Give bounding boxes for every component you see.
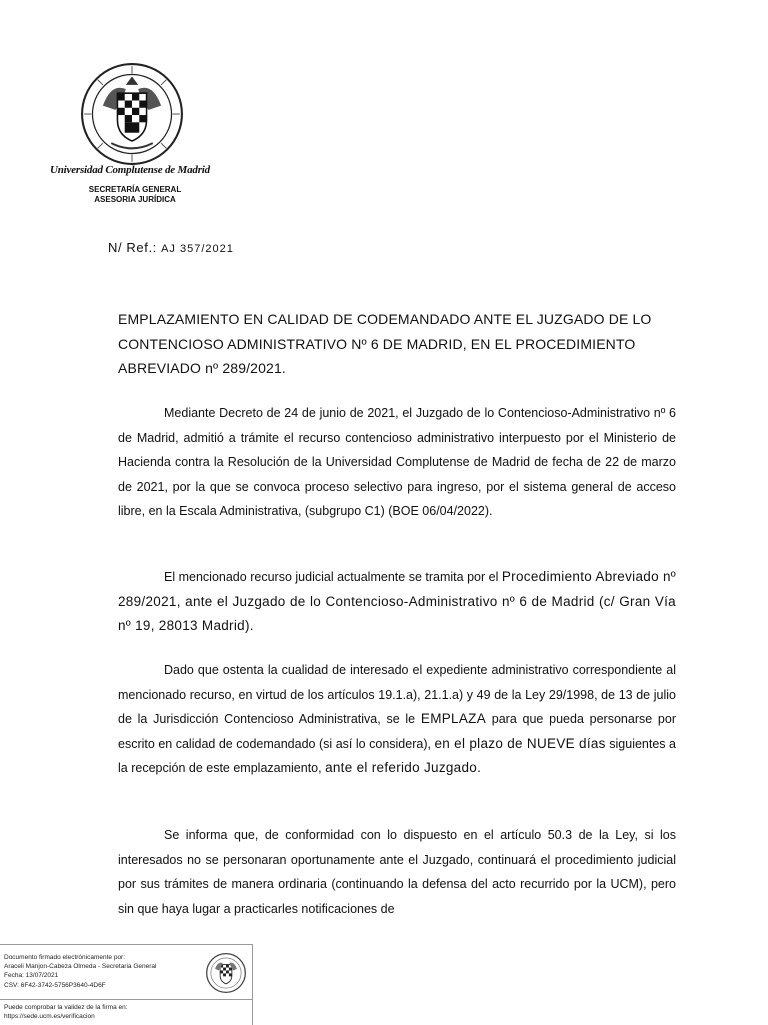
paragraph-1-text: Mediante Decreto de 24 de junio de 2021, el Juzgado de lo Contencioso-Administrativo nº 6 de Madrid, admitió a trámite el recurso contencioso administrativo interpuesto por el Ministerio de Hacienda contra la Resolución de la Universidad Complutense de Madrid de fecha de 22 de marzo de 2021, por la que se convoca proceso selectivo para ingreso, por el sistema general de acceso libre, en la Escala Administrativa, (subgrupo C1) (BOE 06/04/2022). — [118, 406, 676, 518]
verification-link[interactable]: https://sede.ucm.es/verificacion — [4, 1013, 95, 1021]
ucm-seal-icon — [80, 62, 184, 166]
signature-info — [4, 953, 200, 990]
paragraph-3-juzgado: ante el referido Juzgado. — [325, 760, 482, 775]
paragraph-2-text-a: El mencionado recurso judicial actualmente se tramita por el — [164, 570, 502, 584]
department-line-1: SECRETARÍA GENERAL — [88, 185, 182, 194]
signature-line-3: Fecha: 13/07/2021 — [4, 972, 59, 980]
department — [60, 185, 210, 205]
paragraph-2 — [118, 565, 676, 639]
paragraph-3-text-c: para que pueda personarse por escrito en calidad de codemandado (si así lo considera), — [118, 712, 676, 751]
paragraph-3 — [118, 658, 676, 781]
paragraph-3-text-e: siguientes a la recepción de este emplazamiento, — [118, 736, 677, 775]
electronic-signature-stamp — [0, 944, 253, 1025]
document-subject: EMPLAZAMIENTO EN CALIDAD DE CODEMANDADO ANTE EL JUZGADO DE LO CONTENCIOSO ADMINISTRATIVO Nº 6 DE MADRID, EN EL PROCEDIMIENTO ABREVIADO nº 289/2021. — [118, 311, 652, 376]
signature-line-2: Araceli Manjon-Cabeza Olmeda - Secretaria General — [4, 963, 157, 971]
paragraph-4-text: Se informa que, de conformidad con lo dispuesto en el artículo 50.3 de la Ley, si los interesados no se personaran oportunamente ante el Juzgado, continuará el procedimiento judicial por sus trámites de manera ordinaria (continuando la defensa del acto recurrido por la UCM), pero sin que haya lugar a practicarles notificaciones de — [118, 828, 676, 916]
paragraph-3-emplaza: EMPLAZA — [420, 711, 487, 726]
signature-line-4: CSV: 6F42-3742-5756P3640-4D6F — [4, 981, 106, 989]
paragraph-2-text-b: Procedimiento Abreviado nº 289/2021, ante el Juzgado de lo Contencioso-Administrativo nº 6 de Madrid (c/ Gran Vía nº 19, 28013 Madrid). — [118, 569, 676, 633]
stamp-divider — [0, 999, 252, 1000]
signature-line-1: Documento firmado electrónicamente por: — [4, 954, 126, 961]
verification-info — [4, 1003, 128, 1021]
ucm-seal-small-icon — [205, 952, 247, 994]
department-line-2: ASESORIA JURÍDICA — [94, 195, 176, 204]
reference-label: N/ Ref.: — [108, 240, 162, 255]
reference-value: AJ 357/2021 — [161, 243, 234, 255]
paragraph-3-plazo: en el plazo de NUEVE días — [434, 735, 606, 751]
paragraph-1 — [118, 401, 676, 524]
reference — [108, 240, 234, 255]
paragraph-3-text-a: Dado que ostenta la cualidad de interesado el expediente administrativo correspondiente al mencionado recurso, en virtud de los artículos 19.1.a), 21.1.a) y 49 de la Ley 29/1998, de 13 de julio de la Jurisdicción Contencioso Administrativa, se le — [118, 663, 676, 726]
paragraph-4 — [118, 823, 676, 921]
verification-line-1: Puede comprobar la validez de la firma en: — [4, 1004, 128, 1011]
university-name: Universidad Complutense de Madrid — [50, 164, 210, 176]
